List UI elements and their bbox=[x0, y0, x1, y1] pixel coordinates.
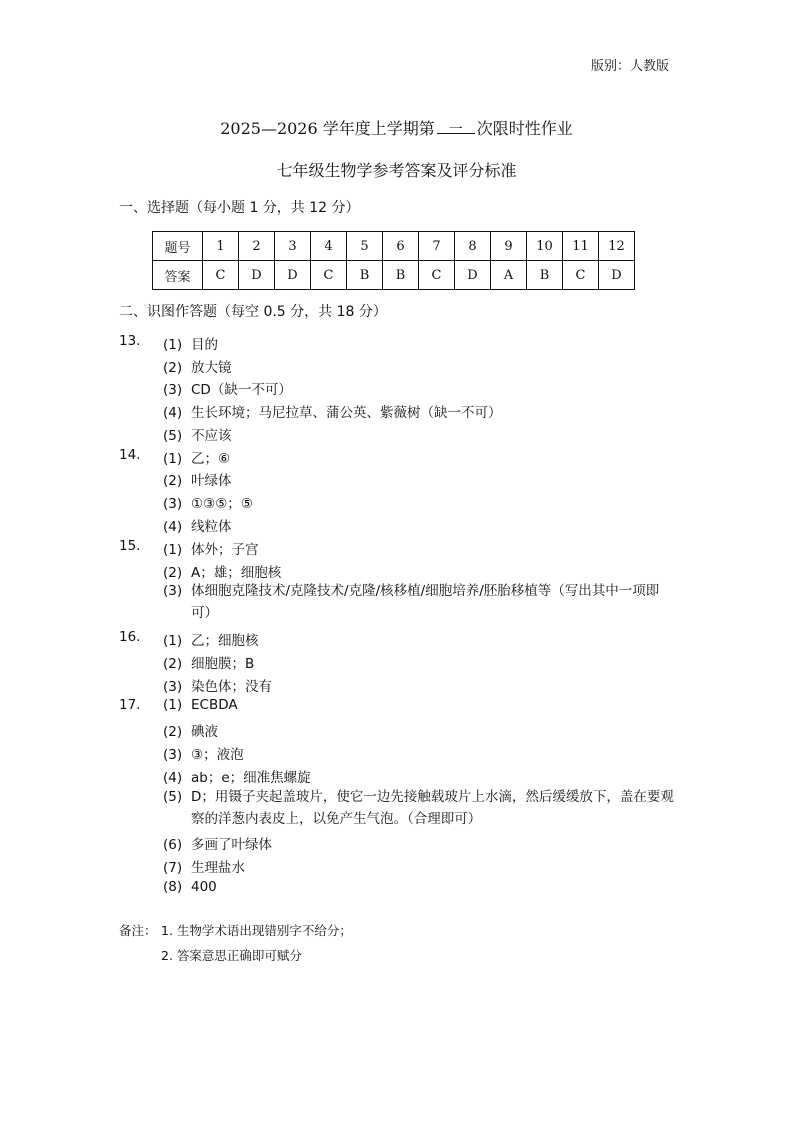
table-cell: C bbox=[563, 261, 599, 290]
table-cell: D bbox=[239, 261, 275, 290]
title-suffix: 次限时性作业 bbox=[476, 119, 573, 138]
answer-table bbox=[152, 231, 635, 290]
answer-line: (4) 生长环境；马尼拉草、蒲公英、紫薇树（缺一不可） bbox=[163, 405, 502, 421]
document-subtitle: 七年级生物学参考答案及评分标准 bbox=[276, 161, 517, 180]
answer-line: (7) 生理盐水 bbox=[163, 860, 245, 876]
table-cell: 1 bbox=[203, 232, 239, 261]
answer-line: (1) ECBDA bbox=[163, 697, 238, 713]
answer-line: (8) 400 bbox=[163, 879, 217, 895]
answer-line: (2) 叶绿体 bbox=[163, 473, 232, 489]
answer-line: (4) 线粒体 bbox=[163, 519, 232, 535]
table-cell: 7 bbox=[419, 232, 455, 261]
table-cell: 5 bbox=[347, 232, 383, 261]
answer-line: (5) 不应该 bbox=[163, 428, 232, 444]
table-row-label: 题号 bbox=[153, 232, 203, 261]
table-cell: 10 bbox=[527, 232, 563, 261]
answer-line: (1) 目的 bbox=[163, 337, 218, 353]
answer-line: (1) 乙；⑥ bbox=[163, 451, 231, 467]
question-17-number: 17. bbox=[119, 697, 141, 713]
table-row-answers bbox=[153, 261, 635, 290]
answer-line: (3) ③；液泡 bbox=[163, 747, 244, 763]
answer-line: (1) 乙；细胞核 bbox=[163, 633, 259, 649]
answer-line: (1) 体外；子宫 bbox=[163, 542, 259, 558]
table-cell: D bbox=[599, 261, 635, 290]
table-cell: 8 bbox=[455, 232, 491, 261]
table-cell: B bbox=[527, 261, 563, 290]
table-cell: C bbox=[419, 261, 455, 290]
answer-line: (2) 碘液 bbox=[163, 724, 218, 740]
answer-label: (3) bbox=[163, 583, 183, 599]
table-cell: 3 bbox=[275, 232, 311, 261]
table-cell: A bbox=[491, 261, 527, 290]
answer-line: (4) ab；e；细准焦螺旋 bbox=[163, 770, 311, 786]
table-cell: C bbox=[311, 261, 347, 290]
section2-heading: 二、识图作答题（每空 0.5 分，共 18 分） bbox=[119, 304, 387, 320]
title-blank bbox=[437, 119, 475, 138]
question-13-number: 13. bbox=[119, 333, 141, 349]
note-item: 1. 生物学术语出现错别字不给分； bbox=[161, 923, 352, 938]
table-row-label: 答案 bbox=[153, 261, 203, 290]
question-15-number: 15. bbox=[119, 538, 141, 554]
answer-line: (2) 细胞膜；B bbox=[163, 656, 255, 672]
table-cell: 12 bbox=[599, 232, 635, 261]
answer-line: (2) A；雄；细胞核 bbox=[163, 565, 282, 581]
question-14-number: 14. bbox=[119, 447, 141, 463]
table-cell: D bbox=[455, 261, 491, 290]
section1-heading: 一、选择题（每小题 1 分，共 12 分） bbox=[119, 200, 360, 216]
table-cell: 11 bbox=[563, 232, 599, 261]
question-16-number: 16. bbox=[119, 629, 141, 645]
title-prefix: 2025—2026 学年度上学期第 bbox=[220, 119, 435, 138]
table-cell: 2 bbox=[239, 232, 275, 261]
answer-text-wrapped: D；用镊子夹起盖玻片，使它一边先接触载玻片上水滴，然后缓缓放下，盖在要观察的洋葱内表皮上，以免产生气泡。（合理即可） bbox=[191, 789, 674, 827]
answer-line: (3) CD（缺一不可） bbox=[163, 382, 292, 398]
answer-label: (5) bbox=[163, 789, 183, 805]
answer-line: (2) 放大镜 bbox=[163, 360, 232, 376]
note-item: 2. 答案意思正确即可赋分 bbox=[161, 948, 302, 963]
answer-line: (3) ①③⑤；⑤ bbox=[163, 496, 253, 512]
notes-label: 备注： bbox=[119, 923, 157, 938]
table-row-numbers bbox=[153, 232, 635, 261]
answer-line: (3) 染色体；没有 bbox=[163, 679, 272, 695]
answer-text-wrapped: 体细胞克隆技术/克隆技术/克隆/核移植/细胞培养/胚胎移植等（写出其中一项即可） bbox=[191, 583, 660, 621]
table-cell: 9 bbox=[491, 232, 527, 261]
table-cell: B bbox=[347, 261, 383, 290]
table-cell: D bbox=[275, 261, 311, 290]
document-title bbox=[0, 116, 793, 139]
table-cell: C bbox=[203, 261, 239, 290]
table-cell: B bbox=[383, 261, 419, 290]
title-blank-value: 一 bbox=[448, 122, 463, 138]
table-cell: 6 bbox=[383, 232, 419, 261]
edition-label: 版别：人教版 bbox=[591, 59, 670, 74]
answer-line: (6) 多画了叶绿体 bbox=[163, 837, 272, 853]
table-cell: 4 bbox=[311, 232, 347, 261]
